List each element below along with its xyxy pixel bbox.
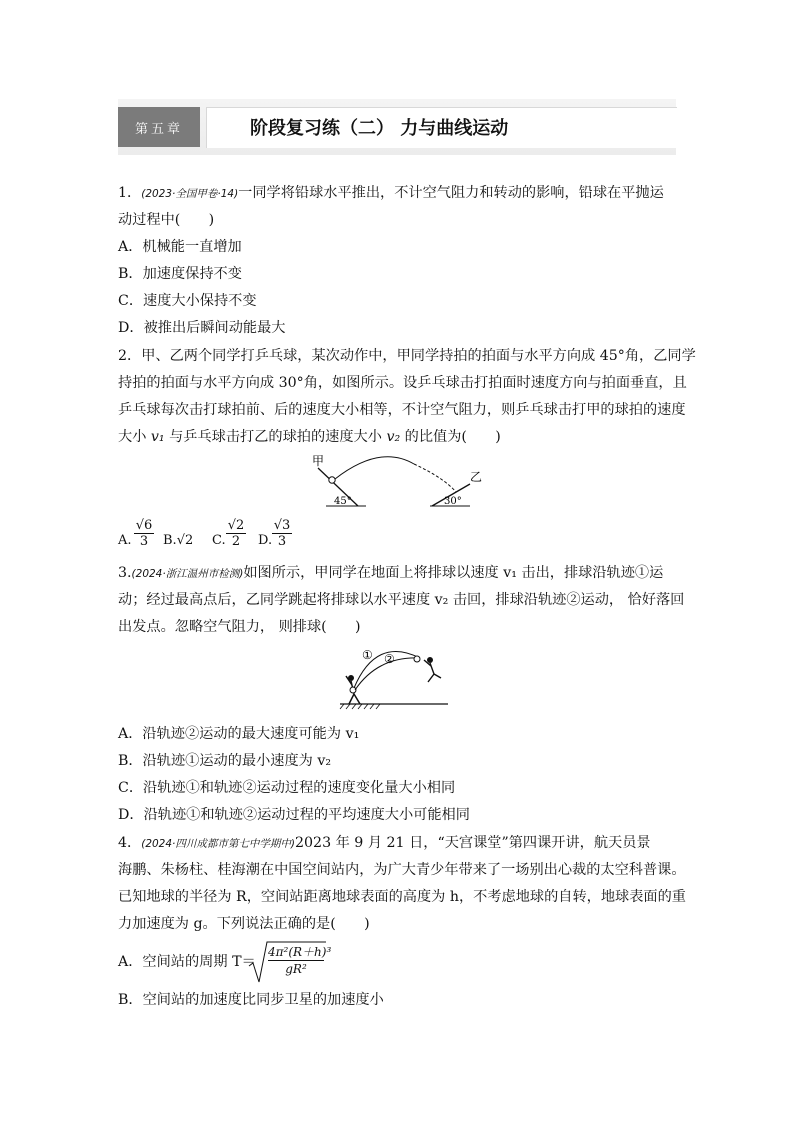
q2-trajectory-dashed bbox=[414, 464, 456, 492]
q2-v1: v₁ bbox=[150, 429, 165, 445]
q3-option-b: B．沿轨迹①运动的最小速度为 v₂ bbox=[118, 753, 332, 769]
q3-label-1: ① bbox=[362, 648, 373, 662]
q4-option-a-den: gR² bbox=[285, 962, 307, 976]
q2-line4 bbox=[118, 427, 501, 447]
q4-line3: 已知地球的半径为 R，空间站距离地球表面的高度为 h，不考虑地球的自转，地球表面的重 bbox=[118, 889, 686, 905]
q4-number: 4． bbox=[118, 835, 142, 851]
q3-ball-top-icon bbox=[414, 656, 420, 662]
q4-option-a-num: 4π²(R＋h)³ bbox=[268, 945, 332, 959]
q2-ball-icon bbox=[329, 477, 335, 483]
q2-line4-b: 与乒乓球击打乙的球拍的速度大小 bbox=[164, 429, 387, 445]
q2-line4-a: 大小 bbox=[118, 429, 151, 445]
q1-text: 一同学将铅球水平推出，不计空气阻力和转动的影响，铅球在平抛运 bbox=[238, 185, 664, 201]
q3-volleyball-figure bbox=[338, 642, 454, 712]
q4-source: (2024·四川成都市第七中学期中) bbox=[141, 838, 295, 850]
q3-source: (2024·浙江温州市检测) bbox=[131, 568, 244, 580]
q2-option-d-frac bbox=[272, 518, 292, 549]
q4-line4: 力加速度为 g。下列说法正确的是( ) bbox=[118, 916, 370, 932]
chapter-tag: 第五章 bbox=[118, 107, 200, 147]
q1-option-c: C．速度大小保持不变 bbox=[118, 293, 257, 309]
q2-trajectory-solid bbox=[335, 457, 414, 479]
q1-stem-line1 bbox=[118, 183, 664, 204]
q2-line4-c: 的比值为( ) bbox=[400, 429, 501, 445]
q1-stem-line2: 动过程中( ) bbox=[118, 212, 215, 228]
q2-label-jia: 甲 bbox=[312, 454, 325, 468]
q4-line2: 海鹏、朱杨柱、桂海潮在中国空间站内，为广大青少年带来了一场别出心裁的太空科普课。 bbox=[118, 862, 686, 878]
q3-line3: 出发点。忽略空气阻力， 则排球( ) bbox=[118, 619, 361, 635]
q2-option-c-frac bbox=[226, 518, 246, 549]
q4-text: 2023 年 9 月 21 日，“天宫课堂”第四课开讲，航天员景 bbox=[294, 835, 651, 851]
q2-option-a-label: A. bbox=[118, 533, 132, 548]
q2-paddle-figure bbox=[304, 452, 496, 510]
q3-option-d: D．沿轨迹①和轨迹②运动过程的平均速度大小可能相同 bbox=[118, 807, 470, 823]
q2-option-d-den: 3 bbox=[277, 534, 287, 549]
q2-label-yi: 乙 bbox=[470, 470, 483, 484]
q3-number: 3. bbox=[118, 565, 132, 581]
q2-option-a-num: √6 bbox=[135, 518, 153, 533]
q2-option-c-num: √2 bbox=[227, 518, 245, 533]
q2-line2: 持拍的拍面与水平方向成 30°角，如图所示。设乒乓球击打拍面时速度方向与拍面垂直，且 bbox=[118, 375, 687, 391]
q4-option-b: B．空间站的加速度比同步卫星的加速度小 bbox=[118, 992, 384, 1008]
q1-number: 1． bbox=[118, 185, 142, 201]
q2-angle-right: 30° bbox=[444, 496, 462, 507]
q2-option-d-label: D. bbox=[258, 533, 273, 548]
q4-option-a-prefix: A．空间站的周期 T＝ bbox=[118, 954, 256, 970]
q2-option-b bbox=[163, 533, 193, 548]
q2-v2: v₂ bbox=[386, 429, 401, 445]
q2-line1: 2．甲、乙两个同学打乒乓球，某次动作中，甲同学持拍的拍面与水平方向成 45°角，乙同学 bbox=[118, 348, 696, 364]
q4-option-a-frac bbox=[268, 944, 332, 977]
q3-student-b-body bbox=[424, 660, 441, 682]
q3-text: 如图所示，甲同学在地面上将排球以速度 v₁ 击出，排球沿轨迹①运 bbox=[243, 565, 664, 581]
q2-option-b-label: B. bbox=[163, 533, 177, 548]
q1-option-b: B．加速度保持不变 bbox=[118, 266, 242, 282]
q2-line3: 乒乓球每次击打球拍前、后的速度大小相等，不计空气阻力，则乒乓球击打甲的球拍的速度 bbox=[118, 402, 686, 418]
page-title: 阶段复习练（二） 力与曲线运动 bbox=[250, 118, 509, 139]
q4-line1 bbox=[118, 833, 651, 854]
q3-option-c: C．沿轨迹①和轨迹②运动过程的速度变化量大小相同 bbox=[118, 780, 456, 796]
q3-line2: 动；经过最高点后，乙同学跳起将排球以水平速度 v₂ 击回，排球沿轨迹②运动， 恰好落回 bbox=[118, 592, 685, 608]
q2-option-b-val: √2 bbox=[176, 533, 194, 548]
q2-option-a-frac bbox=[134, 518, 154, 549]
q1-option-a: A．机械能一直增加 bbox=[118, 239, 242, 255]
q2-option-d-num: √3 bbox=[273, 518, 291, 533]
q2-option-c-den: 2 bbox=[231, 534, 241, 549]
q3-line1 bbox=[118, 563, 663, 584]
q2-option-c-label: C. bbox=[212, 533, 226, 548]
q1-source: (2023·全国甲卷·14) bbox=[141, 188, 239, 200]
q3-option-a: A．沿轨迹②运动的最大速度可能为 v₁ bbox=[118, 726, 360, 742]
q2-angle-left: 45° bbox=[334, 496, 352, 507]
q3-student-b-head bbox=[427, 657, 433, 663]
q3-label-2: ② bbox=[384, 652, 395, 666]
q3-ground-hatch bbox=[340, 704, 380, 709]
q1-option-d: D．被推出后瞬间动能最大 bbox=[118, 320, 286, 336]
q2-option-a bbox=[118, 520, 132, 548]
q2-option-a-den: 3 bbox=[139, 534, 149, 549]
